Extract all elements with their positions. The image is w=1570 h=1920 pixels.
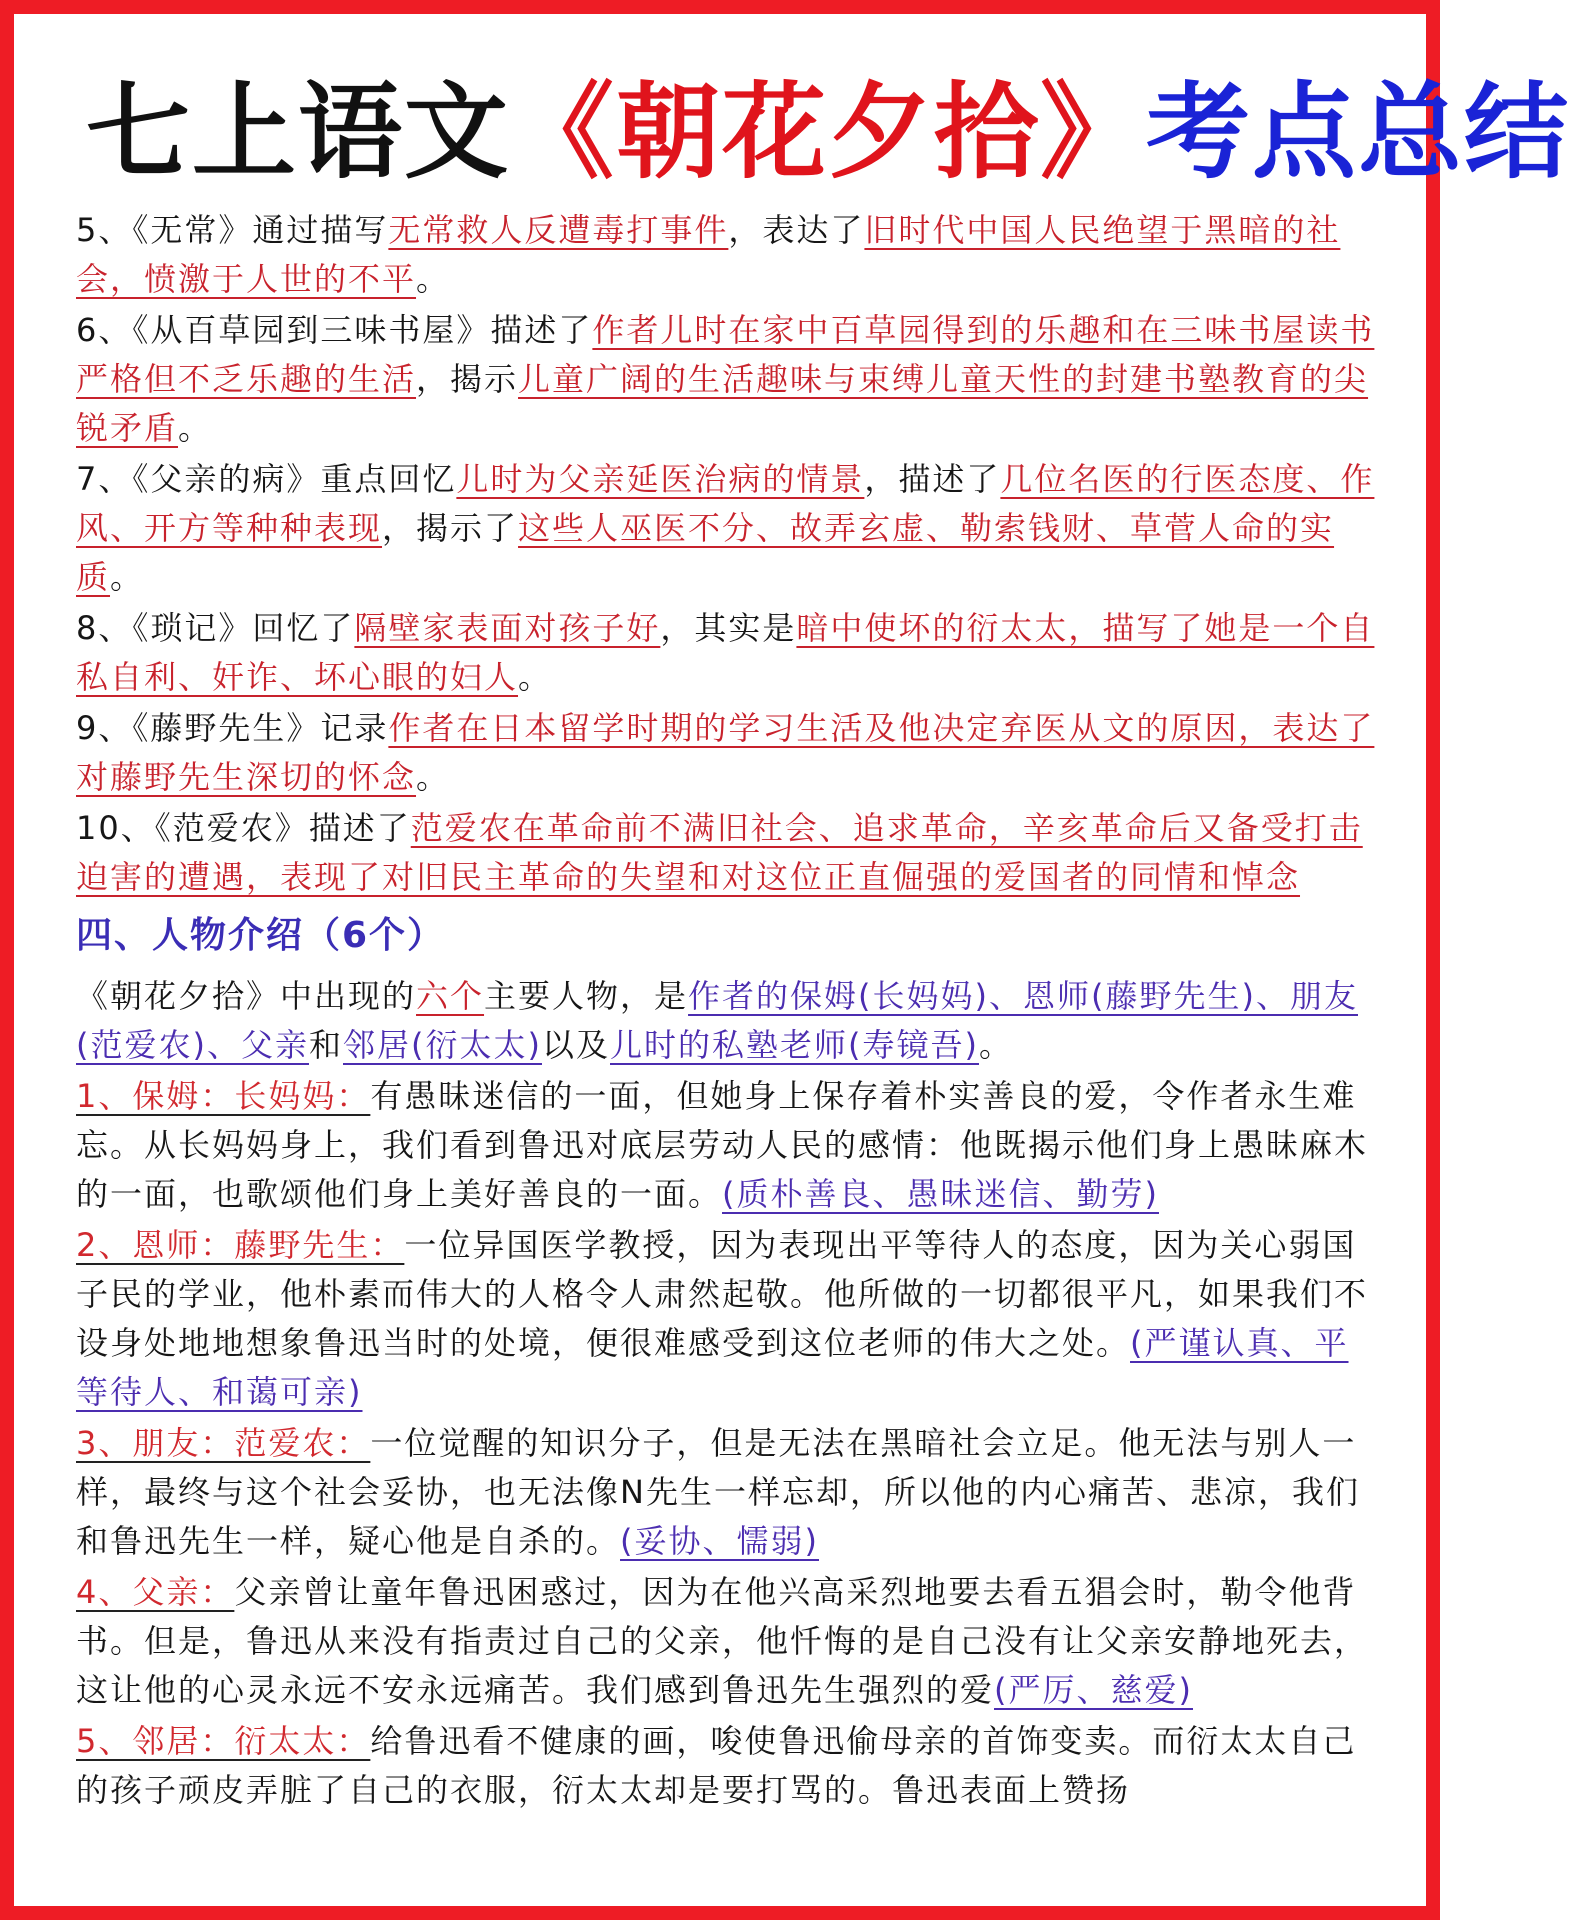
character-description: 一位异国医学教授，因为表现出平等待人的态度，因为关心弱国子民的学业，他朴素而伟大的人格令人肃然起敬。他所做的一切都很平凡，如果我们不设身处地地想象鲁迅当时的处境，便很难感受到这位老师的伟大之处。 (76, 1226, 1369, 1362)
page-title (86, 70, 1570, 193)
character-description: 有愚昧迷信的一面，但她身上保存着朴实善良的爱，令作者永生难忘。从长妈妈身上，我们看到鲁迅对底层劳动人民的感情：他既揭示他们身上愚昧麻木的一面，也歌颂他们身上美好善良的一面。 (76, 1077, 1369, 1213)
highlight-segment: 作者的保姆(长妈妈)、恩师(藤野先生)、朋友(范爱农)、父亲 (76, 977, 1358, 1064)
highlight-segment: 儿时为父亲延医治病的情景 (456, 460, 865, 498)
title-subject: 七上语文 (86, 70, 511, 193)
highlight-segment: 六个 (416, 977, 485, 1015)
character-description: 一位觉醒的知识分子，但是无法在黑暗社会立足。他无法与别人一样，最终与这个社会妥协，也无法像N先生一样忘却，所以他的内心痛苦、悲凉，我们和鲁迅先生一样，疑心他是自杀的。 (76, 1424, 1360, 1560)
summary-item-5 (76, 206, 1376, 304)
summary-item-7 (76, 455, 1376, 602)
text-segment: 和 (308, 1026, 343, 1064)
highlight-segment: 几位名医的行医态度、作风、开方等种种表现 (76, 460, 1375, 547)
text-segment: 。 (416, 260, 451, 298)
text-segment: ，描述了 (864, 460, 1001, 498)
text-segment: 8、《琐记》回忆了 (76, 609, 355, 647)
character-description: 给鲁迅看不健康的画，唆使鲁迅偷母亲的首饰变卖。而衍太太自己的孩子顽皮弄脏了自己的衣服，衍太太却是要打骂的。鲁迅表面上赞扬 (76, 1722, 1357, 1809)
text-segment: 。 (416, 758, 451, 796)
text-segment: 10、《范爱农》描述了 (76, 809, 411, 847)
text-segment: 。 (178, 409, 213, 447)
character-traits: (妥协、懦弱) (620, 1522, 819, 1560)
text-segment: 。 (978, 1026, 1013, 1064)
character-entry (76, 1072, 1376, 1219)
character-heading: 5、邻居：衍太太： (76, 1722, 371, 1760)
summary-item-9 (76, 704, 1376, 802)
character-heading: 4、父亲： (76, 1573, 235, 1611)
title-summary: 考点总结 (1146, 70, 1570, 193)
character-entry (76, 1568, 1376, 1715)
character-heading: 1、保姆：长妈妈： (76, 1077, 371, 1115)
highlight-segment: 旧时代中国人民绝望于黑暗的社会，愤激于人世的不平 (76, 211, 1341, 298)
character-entry (76, 1221, 1376, 1417)
character-heading: 2、恩师：藤野先生： (76, 1226, 405, 1264)
character-heading: 3、朋友：范爱农： (76, 1424, 371, 1462)
highlight-segment: 无常救人反遭毒打事件 (388, 211, 729, 249)
text-segment: ，揭示了 (382, 509, 519, 547)
text-segment: 5、《无常》通过描写 (76, 211, 389, 249)
text-segment: 7、《父亲的病》重点回忆 (76, 460, 457, 498)
highlight-segment: 隔壁家表面对孩子好 (354, 609, 661, 647)
text-segment: 6、《从百草园到三味书屋》描述了 (76, 311, 593, 349)
highlight-segment: 作者儿时在家中百草园得到的乐趣和在三味书屋读书严格但不乏乐趣的生活 (76, 311, 1375, 398)
text-segment: 以及 (541, 1026, 610, 1064)
highlight-segment: 暗中使坏的衍太太，描写了她是一个自私自利、奸诈、坏心眼的妇人 (76, 609, 1375, 696)
character-entry (76, 1717, 1376, 1815)
highlight-segment: 邻居(衍太太) (343, 1026, 542, 1064)
text-segment: 《朝花夕拾》中出现的 (76, 977, 417, 1015)
character-list (76, 1072, 1376, 1815)
text-segment: ，表达了 (728, 211, 865, 249)
text-segment: 。 (518, 658, 553, 696)
summary-list (76, 206, 1376, 902)
intro-paragraph (76, 972, 1376, 1070)
highlight-segment: 范爱农在革命前不满旧社会、追求革命，辛亥革命后又备受打击迫害的遭遇，表现了对旧民主革命的失望和对这位正直倔强的爱国者的同情和悼念 (76, 809, 1363, 896)
character-description: 父亲曾让童年鲁迅困惑过，因为在他兴高采烈地要去看五猖会时，勒令他背书。但是，鲁迅从来没有指责过自己的父亲，他忏悔的是自己没有让父亲安静地死去，这让他的心灵永远不安永远痛苦。我们感到鲁迅先生强烈的爱 (76, 1573, 1369, 1709)
highlight-segment: 儿童广阔的生活趣味与束缚儿童天性的封建书塾教育的尖锐矛盾 (76, 360, 1369, 447)
title-book: 《朝花夕拾》 (510, 70, 1147, 193)
text-segment: 主要人物，是 (484, 977, 689, 1015)
highlight-segment: 作者在日本留学时期的学习生活及他决定弃医从文的原因，表达了对藤野先生深切的怀念 (76, 709, 1375, 796)
summary-item-8 (76, 604, 1376, 702)
character-traits: (严厉、慈爱) (994, 1671, 1193, 1709)
section-heading: 四、人物介绍（6个） (76, 915, 446, 956)
content (76, 70, 1570, 1817)
highlight-segment: 儿时的私塾老师(寿镜吾) (610, 1026, 979, 1064)
text-segment: 。 (110, 558, 145, 596)
character-entry (76, 1419, 1376, 1566)
summary-item-6 (76, 306, 1376, 453)
text-segment: ，揭示 (416, 360, 519, 398)
text-segment: 9、《藤野先生》记录 (76, 709, 389, 747)
text-segment: ，其实是 (660, 609, 797, 647)
character-traits: (严谨认真、平等待人、和蔼可亲) (76, 1324, 1349, 1411)
summary-item-10 (76, 804, 1376, 902)
highlight-segment: 这些人巫医不分、故弄玄虚、勒索钱财、草菅人命的实质 (76, 509, 1335, 596)
character-traits: (质朴善良、愚昧迷信、勤劳) (722, 1175, 1159, 1213)
